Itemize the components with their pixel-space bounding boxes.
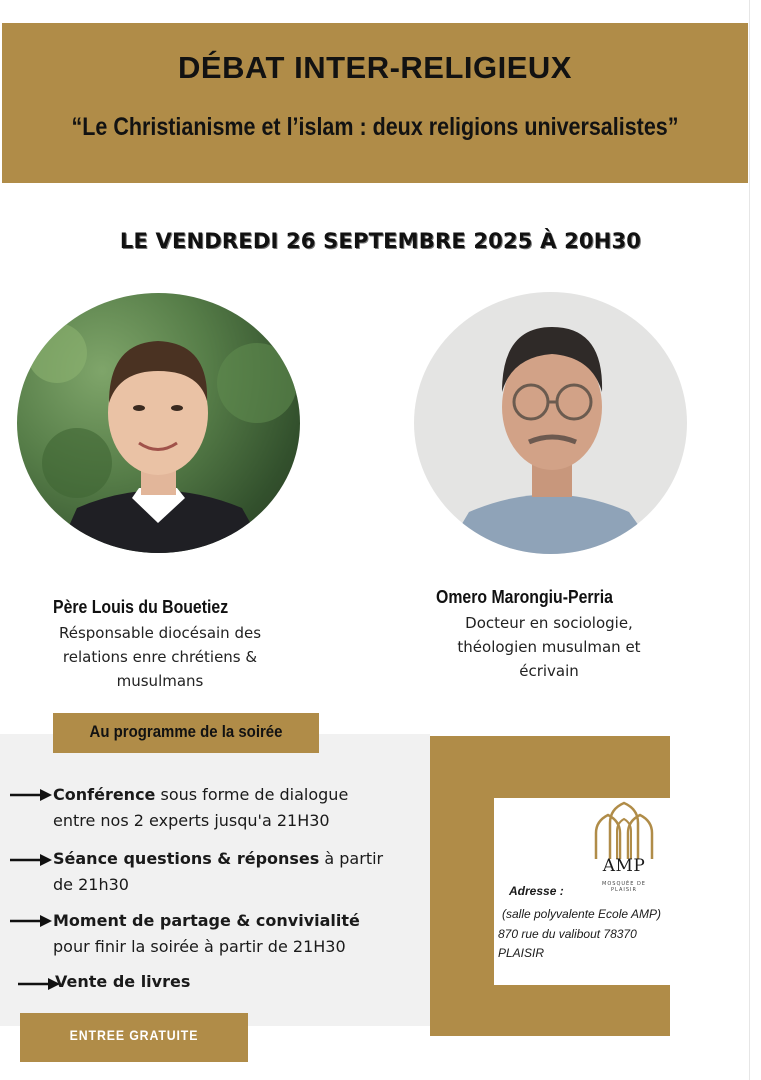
program-item-title: Séance questions & réponses [53,849,320,868]
event-date: LE VENDREDI 26 SEPTEMBRE 2025 À 20H30 [119,229,642,253]
speaker-1-role-line: relations enre chrétiens & [62,648,258,666]
speaker-2-role-line: écrivain [519,662,579,680]
speaker-1-name: Père Louis du Bouetiez [53,597,229,617]
speaker-2-name: Omero Marongiu-Perria [436,587,613,607]
venue-logo-subtitle [588,881,660,893]
program-item-text: de 21h30 [53,875,129,894]
speaker-2-role [424,611,674,683]
page-top-margin [0,0,761,12]
program-item-title: Moment de partage & convivialité [53,911,360,930]
free-entry-label: ENTREE GRATUITE [69,1027,199,1043]
mosque-domes-icon [590,801,658,861]
venue-logo-subtitle-line: PLAISIR [611,887,637,893]
speaker-1-photo [17,293,300,553]
arrow-right-icon [18,978,60,990]
program-label: Au programme de la soirée [89,722,283,741]
program-item [53,846,383,898]
venue-logo-subtitle-line: MOSQUÉE DE [602,881,646,887]
speaker-1-role-line: musulmans [116,672,204,690]
program-item-text: pour finir la soirée à partir de 21H30 [53,937,346,956]
program-item [55,969,190,995]
arrow-right-icon [10,854,52,866]
page-right-margin [749,0,761,1080]
speaker-2-role-line: Docteur en sociologie, [465,614,633,632]
address-line: PLAISIR [498,946,545,960]
program-item-text: entre nos 2 experts jusqu'a 21H30 [53,811,330,830]
address-line: 870 rue du valibout 78370 [498,927,637,941]
speaker-2-role-line: théologien musulman et [457,638,641,656]
program-item-title: Conférence [53,785,156,804]
address-line: (salle polyvalente Ecole AMP) [502,907,661,921]
arrow-right-icon [10,789,52,801]
program-item [53,908,360,960]
speaker-1-role-line: Résponsable diocésain des [58,624,262,642]
event-subtitle: “Le Christianisme et l’islam : deux religions universalistes” [71,113,679,141]
speaker-1-role [20,621,300,693]
header-band [2,23,748,183]
event-title: DÉBAT INTER-RELIGIEUX [178,50,572,85]
arrow-right-icon [10,915,52,927]
venue-logo-text: AMP [602,856,646,876]
address-title: Adresse : [509,884,564,898]
program-item-text: à partir [319,849,384,868]
program-item-title: Vente de livres [55,972,191,991]
program-item [53,782,348,834]
speaker-2-photo [414,292,687,554]
program-item-text: sous forme de dialogue [155,785,349,804]
